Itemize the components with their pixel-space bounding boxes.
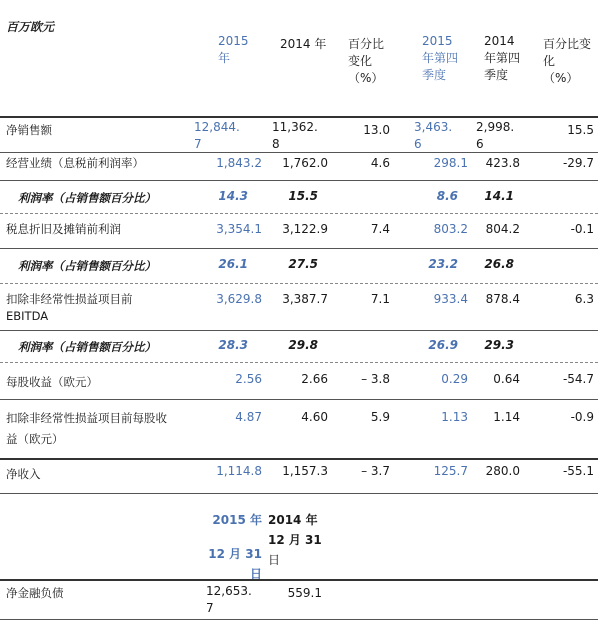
cell-net-sales-chg: 13.0 <box>363 123 390 137</box>
row-label-ebitda: 税息折旧及摊销前利润 <box>6 222 121 236</box>
cell-adjebitda-chg: 7.1 <box>370 292 390 306</box>
rule-9 <box>0 458 598 460</box>
rule-10 <box>0 493 598 494</box>
cell-margin2-q2015: 23.2 <box>428 257 458 271</box>
cell-ebit-2015: 1,843.2 <box>216 156 262 170</box>
header-rule <box>0 116 598 118</box>
cell-eps-q2014: 0.64 <box>493 372 520 386</box>
rule-4 <box>0 248 598 249</box>
cell-margin3-q2014: 29.3 <box>484 338 514 352</box>
rule-7 <box>0 362 598 363</box>
cell-margin2-q2014: 26.8 <box>484 257 514 271</box>
cell-margin3-q2015: 26.9 <box>428 338 458 352</box>
cell-ebitda-q2015: 803.2 <box>433 222 468 236</box>
cell-adjeps-chg: 5.9 <box>370 410 390 424</box>
cell-adjebitda-q2015: 933.4 <box>433 292 468 306</box>
cell-adjeps-2014: 4.60 <box>301 410 328 424</box>
row-label-net-income: 净收入 <box>6 467 41 481</box>
header-q4-2015: 2015 年第四 季度 <box>422 34 459 82</box>
header-change-annual: 百分比 变化 （%） <box>348 37 385 85</box>
cell-adjebitda-chg-q: 6.3 <box>574 292 594 306</box>
cell-ebitda-chg: 7.4 <box>370 222 390 236</box>
rule-3 <box>0 213 598 214</box>
rule-11 <box>0 579 598 581</box>
row-label-net-debt: 净金融负债 <box>6 586 64 600</box>
cell-eps-chg-q: -54.7 <box>562 372 594 386</box>
row-label-margin-3: 利润率（占销售额百分比） <box>18 340 156 354</box>
cell-net-sales-chg-q: 15.5 <box>567 123 594 137</box>
cell-margin1-2015: 14.3 <box>218 189 248 203</box>
cell-ebit-q2015: 298.1 <box>433 156 468 170</box>
cell-margin1-q2014: 14.1 <box>484 189 514 203</box>
header-change-quarter: 百分比变 化 （%） <box>543 37 592 85</box>
cell-adjebitda-q2014: 878.4 <box>485 292 520 306</box>
cell-margin1-2014: 15.5 <box>288 189 318 203</box>
cell-adjeps-q2014: 1.14 <box>493 410 520 424</box>
cell-adjeps-q2015: 1.13 <box>441 410 468 424</box>
unit-label: 百万欧元 <box>6 20 55 34</box>
cell-netdebt-2014: 559.1 <box>287 586 322 600</box>
cell-ebitda-2014: 3,122.9 <box>282 222 328 236</box>
header-2015: 2015 年 <box>218 34 249 65</box>
header-q4-2014: 2014 年第四 季度 <box>484 34 521 82</box>
rule-8 <box>0 399 598 400</box>
cell-adjebitda-2014: 3,387.7 <box>282 292 328 306</box>
cell-netincome-chg: – 3.7 <box>361 464 390 478</box>
header-2014: 2014 年 <box>280 37 327 51</box>
header-dec31-2014: 2014 年 12 月 31 日 <box>268 513 322 567</box>
cell-ebit-chg: 4.6 <box>370 156 390 170</box>
cell-netincome-q2014: 280.0 <box>485 464 520 478</box>
rule-5 <box>0 283 598 284</box>
row-label-margin-1: 利润率（占销售额百分比） <box>18 191 156 205</box>
cell-ebitda-2015: 3,354.1 <box>216 222 262 236</box>
cell-ebit-q2014: 423.8 <box>485 156 520 170</box>
cell-netincome-q2015: 125.7 <box>433 464 468 478</box>
cell-net-sales-2014: 11,362. 8 <box>272 120 318 151</box>
cell-ebitda-chg-q: -0.1 <box>570 222 594 236</box>
row-label-margin-2: 利润率（占销售额百分比） <box>18 259 156 273</box>
rule-2 <box>0 180 598 181</box>
cell-net-sales-q2014: 2,998. 6 <box>476 120 515 151</box>
cell-margin2-2015: 26.1 <box>218 257 248 271</box>
cell-eps-2014: 2.66 <box>301 372 328 386</box>
cell-netincome-2014: 1,157.3 <box>282 464 328 478</box>
cell-margin3-2014: 29.8 <box>288 338 318 352</box>
cell-adjeps-2015: 4.87 <box>235 410 262 424</box>
cell-eps-2015: 2.56 <box>235 372 262 386</box>
row-label-ebit: 经营业绩（息税前利润率） <box>6 156 144 170</box>
rule-1 <box>0 152 598 153</box>
row-label-net-sales: 净销售额 <box>6 123 52 137</box>
cell-netdebt-2015: 12,653. 7 <box>206 584 252 615</box>
cell-adjebitda-2015: 3,629.8 <box>216 292 262 306</box>
rule-6 <box>0 330 598 331</box>
cell-ebit-chg-q: -29.7 <box>562 156 594 170</box>
cell-netincome-chg-q: -55.1 <box>562 464 594 478</box>
cell-ebit-2014: 1,762.0 <box>282 156 328 170</box>
cell-margin3-2015: 28.3 <box>218 338 248 352</box>
cell-adjeps-chg-q: -0.9 <box>570 410 594 424</box>
cell-ebitda-q2014: 804.2 <box>485 222 520 236</box>
cell-eps-q2015: 0.29 <box>441 372 468 386</box>
row-label-adj-ebitda: 扣除非经常性损益项目前 EBITDA <box>6 292 133 323</box>
cell-net-sales-2015: 12,844. 7 <box>194 120 240 151</box>
cell-net-sales-q2015: 3,463. 6 <box>414 120 453 151</box>
row-label-eps: 每股收益（欧元） <box>6 375 98 389</box>
cell-netincome-2015: 1,114.8 <box>216 464 262 478</box>
rule-12 <box>0 619 598 620</box>
cell-eps-chg: – 3.8 <box>361 372 390 386</box>
cell-margin2-2014: 27.5 <box>288 257 318 271</box>
cell-margin1-q2015: 8.6 <box>436 189 458 203</box>
header-dec31-2015: 2015 年 12 月 31 日 <box>208 513 262 581</box>
row-label-adj-eps: 扣除非经常性损益项目前每股收 益（欧元） <box>6 411 167 446</box>
